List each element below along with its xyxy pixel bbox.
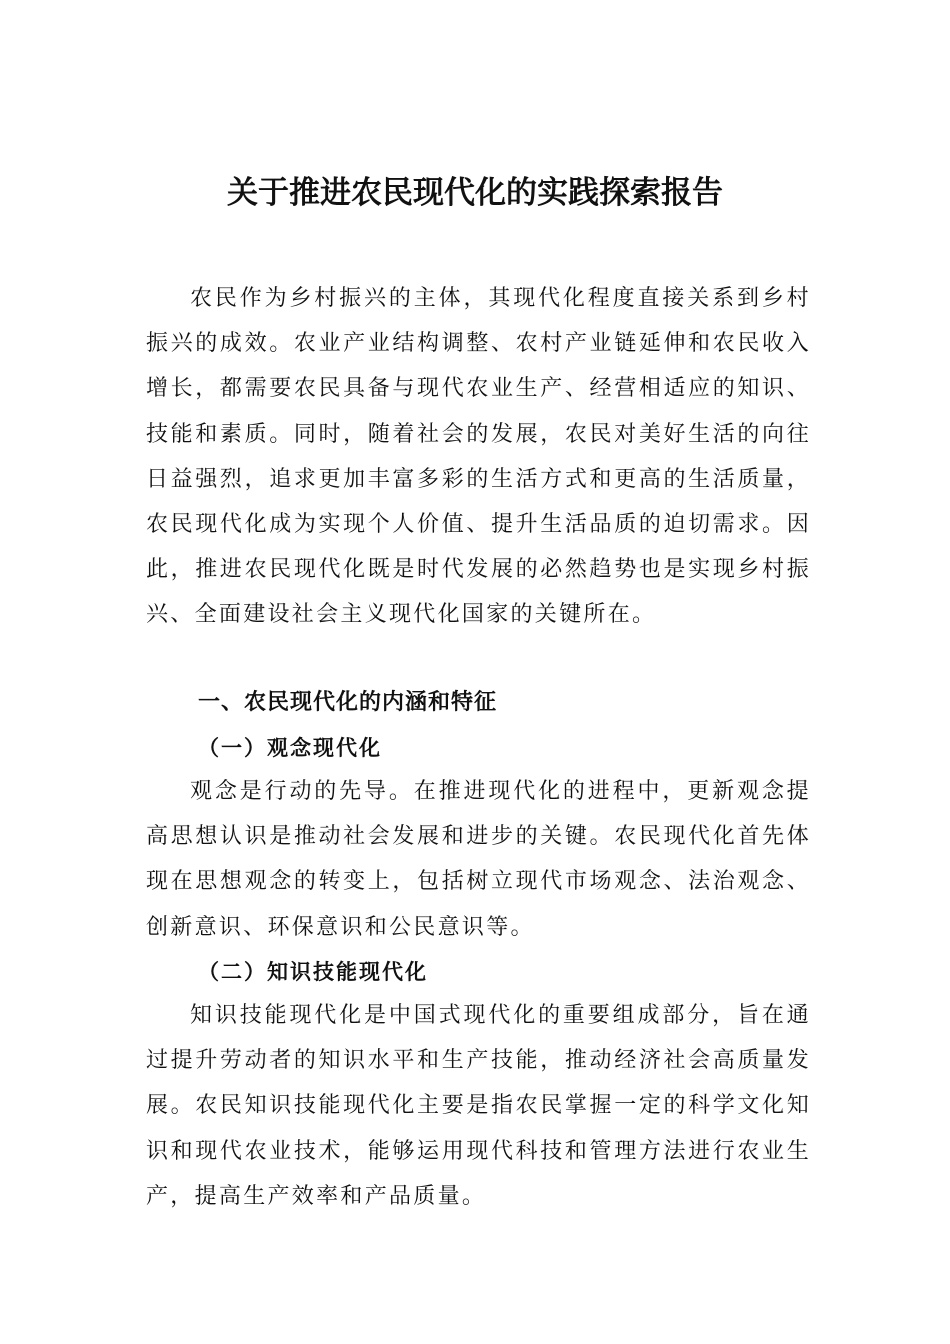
section-heading: 一、农民现代化的内涵和特征 <box>198 690 498 715</box>
concept-paragraph: 观念是行动的先导。在推进现代化的进程中，更新观念提高思想认识是推动社会发展和进步的关键。农民现代化首先体现在思想观念的转变上，包括树立现代市场观念、法治观念、创新意识、环保意识和公民意识等。 <box>146 779 811 940</box>
subsection-heading-skills: （二）知识技能现代化 <box>198 959 428 984</box>
intro-paragraph: 农民作为乡村振兴的主体，其现代化程度直接关系到乡村振兴的成效。农业产业结构调整、农村产业链延伸和农民收入增长，都需要农民具备与现代农业生产、经营相适应的知识、技能和素质。同时，随着社会的发展，农民对美好生活的向往日益强烈，追求更加丰富多彩的生活方式和更高的生活质量，农民现代化成为实现个人价值、提升生活品质的迫切需求。因此，推进农民现代化既是时代发展的必然趋势也是实现乡村振兴、全面建设社会主义现代化国家的关键所在。 <box>146 286 811 628</box>
skills-paragraph: 知识技能现代化是中国式现代化的重要组成部分，旨在通过提升劳动者的知识水平和生产技能，推动经济社会高质量发展。农民知识技能现代化主要是指农民掌握一定的科学文化知识和现代农业技术，能够运用现代科技和管理方法进行农业生产，提高生产效率和产品质量。 <box>146 1003 811 1209</box>
subsection-heading-concept: （一）观念现代化 <box>198 735 382 760</box>
document-title: 关于推进农民现代化的实践探索报告 <box>227 175 723 211</box>
